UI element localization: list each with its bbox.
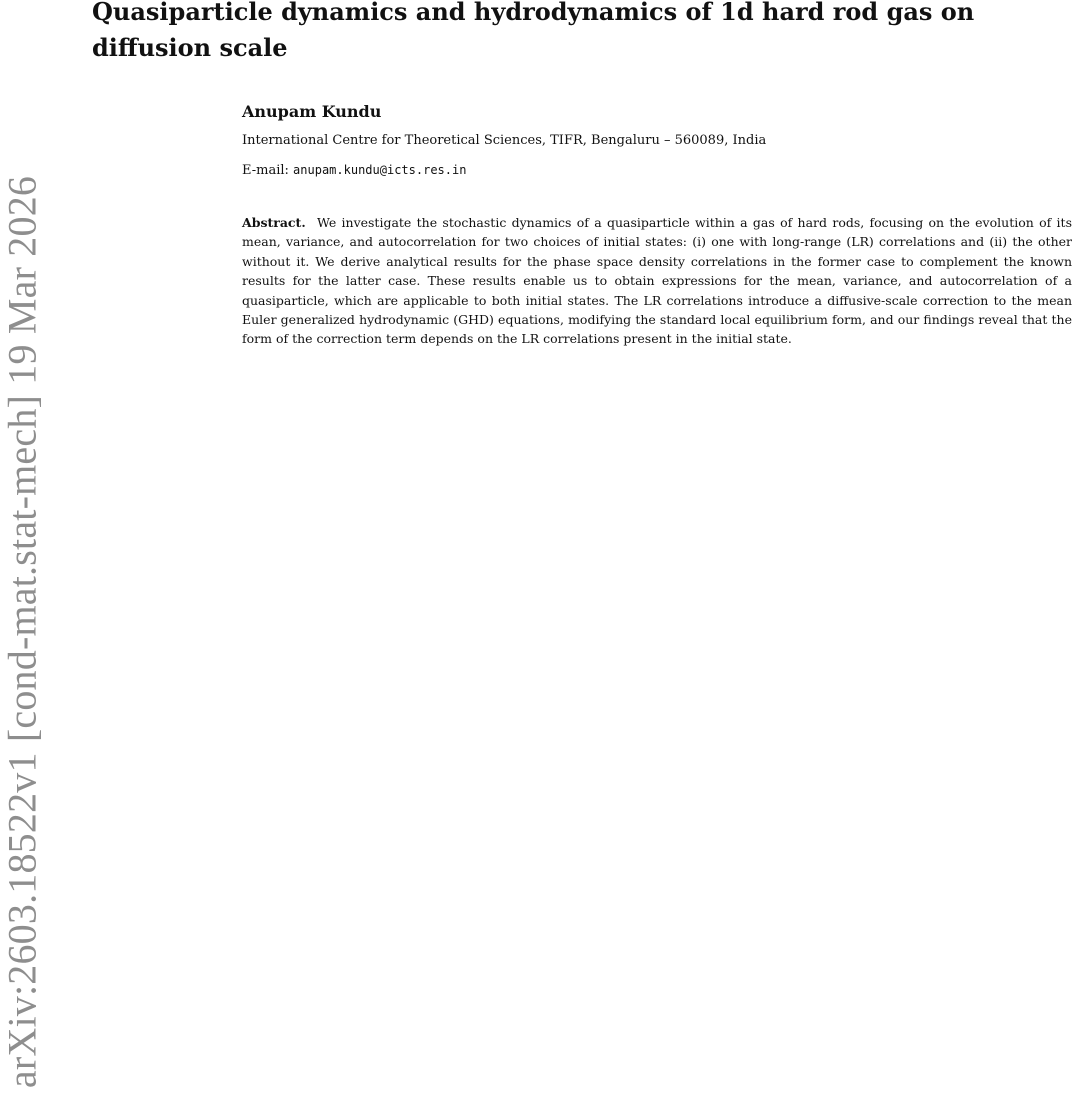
arxiv-identifier-text: arXiv:2603.18522v1 [cond-mat.stat-mech] 19 Mar 2026	[0, 175, 45, 1089]
abstract	[242, 213, 1072, 349]
paper-title: Quasiparticle dynamics and hydrodynamics of 1d hard rod gas on diffusion scale	[92, 0, 975, 62]
author-name: Anupam Kundu	[242, 102, 382, 121]
abstract-text: We investigate the stochastic dynamics of a quasiparticle within a gas of hard rods, focusing on the evolution of its mean, variance, and autocorrelation for two choices of initial states: (i) one with long-range (LR) correlations and (ii) the other without it. We derive analytical results for the phase space density correlations in the former case to complement the known results for the latter case. These results enable us to obtain expressions for the mean, variance, and autocorrelation of a quasiparticle, which are applicable to both initial states. The LR correlations introduce a diffusive-scale correction to the mean Euler generalized hydrodynamic (GHD) equations, modifying the standard local equilibrium form, and our findings reveal that the form of the correction term depends on the LR correlations present in the initial state.	[242, 215, 1072, 347]
arxiv-identifier-stamp	[0, 0, 48, 1114]
email-address: anupam.kundu@icts.res.in	[293, 163, 467, 177]
author-affiliation: International Centre for Theoretical Sciences, TIFR, Bengaluru – 560089, India	[242, 133, 767, 148]
email-label: E-mail:	[242, 163, 289, 178]
abstract-label: Abstract.	[242, 215, 306, 230]
author-email	[242, 161, 466, 180]
